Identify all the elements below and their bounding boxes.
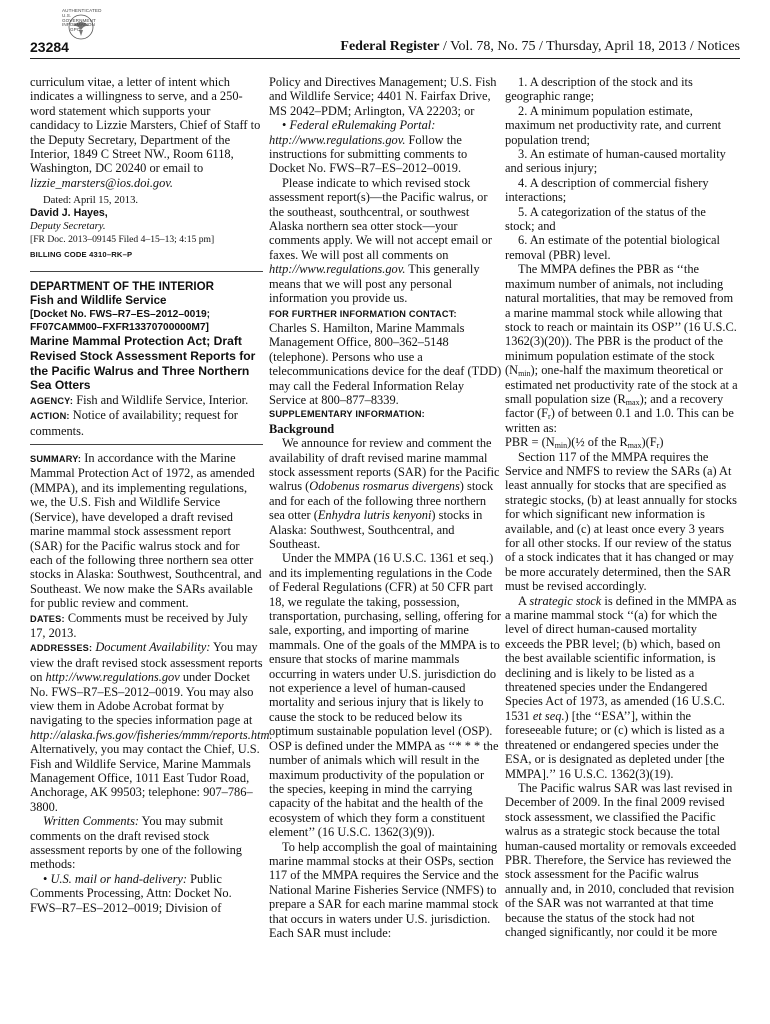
ffi-label: FOR FURTHER INFORMATION CONTACT:: [269, 308, 457, 319]
column-3: [505, 75, 738, 939]
erulemaking-link[interactable]: Federal eRulemaking Portal: http://www.regulations.gov.: [269, 118, 436, 147]
gpo-logo-text: AUTHENTICATED U.S. GOVERNMENT INFORMATION GPO: [62, 8, 102, 33]
background-paragraph-1: We announce for review and comment the availability of draft revised marine mammal stock assessment reports (SAR) for the Pacific walrus (Odobenus rosmarus divergens) stock and for each of the following three northern sea otter (Enhydra lutris kenyoni) stocks in Alaska: Southwest, Southcentral, and Southeast.: [269, 436, 500, 551]
column-2: [269, 75, 502, 940]
agency-line: AGENCY: Fish and Wildlife Service, Interior.: [30, 392, 249, 407]
regulations-link[interactable]: http://www.regulations.gov: [45, 670, 180, 685]
fr-doc-line: [FR Doc. 2013–09145 Filed 4–15–13; 4:15 pm]: [30, 234, 215, 246]
intro-paragraph: curriculum vitae, a letter of intent which indicates a willingness to serve, and a 250-word statement which supports your candidacy to Lizzie Marsters, Chief of Staff to the Deputy Secretary, Department of the Interior, 1849 C Street NW., Room 6118, Washington, DC 20240 or email to lizzie_marsters@ios.doi.gov.: [30, 75, 261, 190]
signer-title: Deputy Secretary.: [30, 221, 106, 233]
page-header: [30, 38, 740, 59]
summary-paragraph: SUMMARY: In accordance with the Marine Mammal Protection Act of 1972, as amended (MMPA), and its implementing regulations, we, the U.S. Fish and Wildlife Service (Service), have developed a draft revised marine mammal stock assessment report (SAR) for the Pacific walrus stock and for each of the following three northern sea otter stocks in Alaska: Southwest, Southcentral, and Southeast. We now make the SARs available for public review and comment.: [30, 451, 262, 611]
address-continuation: Policy and Directives Management; U.S. Fish and Wildlife Service; 4401 N. Fairfax Drive, MS 2042–PDM; Arlington, VA 22203; or: [269, 75, 497, 118]
mail-delivery-bullet: • U.S. mail or hand-delivery: Public Comments Processing, Attn: Docket No. FWS–R7–ES–2012–0019; Division of: [30, 871, 232, 915]
document-title: Marine Mammal Protection Act; Draft Revised Stock Assessment Reports for the Pacific Walrus and Three Northern Sea Otters: [30, 334, 256, 393]
dates-paragraph: DATES: Comments must be received by July 17, 2013.: [30, 610, 248, 640]
walrus-sar-paragraph: The Pacific walrus SAR was last revised in December of 2009. In the final 2009 revised stock assessment, we classified the Pacific walrus as a strategic stock because the total human-caused mortality or removals exceeded PBR. Therefore, the Service has reviewed the stock assessment for the Pacific walrus annually and, in 2010, concluded that revision of the SAR was not warranted at that time because the status of the stock had not changed significantly, nor could it be more: [505, 780, 737, 939]
indicate-paragraph: Please indicate to which revised stock assessment report(s)—the Pacific walrus, or the southeast, southcentral, or southwest Alaska northern sea otter stock—your comments apply. We will not accept email or faxes. We will post all comments on http://www.regulations.gov. This generally means that we will post any personal information you provide us.: [269, 175, 492, 306]
pbr-formula: PBR = $(N_{min})(\frac{1}{2}$ of the $R_{max})(F_r)$: [505, 435, 664, 451]
dated-line: Dated: April 15, 2013.: [43, 195, 139, 207]
column-1: [30, 75, 273, 915]
signer-name: David J. Hayes,: [30, 207, 108, 220]
sar-item-4: 4. A description of commercial fishery interactions;: [505, 175, 709, 205]
background-heading: Background: [269, 421, 335, 436]
addresses-paragraph: ADDRESSES: Document Availability: You may view the draft revised stock assessment reports on http://www.regulations.gov under Docket No. FWS–R7–ES–2012–0019. You may also view them in Adobe Acrobat format by navigating to the species information page at http://alaska.fws.gov/fisheries/mmm/reports.htm. Alternatively, you may contact the Chief, U.S. Fish and Wildlife Service, Marine Mammals Management Office, 1011 East Tudor Road, Anchorage, AK 99503; telephone: 907–786–3800.: [30, 640, 273, 814]
sar-item-3: 3. An estimate of human-caused mortality and serious injury;: [505, 147, 726, 176]
pbr-definition-paragraph: The MMPA defines the PBR as ‘‘the maximum number of animals, not including natural mortalities, that may be removed from a marine mammal stock while allowing that stock to reach or maintain its OSP’’ (16 U.S.C. 1362(3)(20)). The PBR is the product of the minimum population estimate of the stock $(N_{min})$; one-half the maximum theoretical or estimated net productivity rate of the stock at a small population size $(R_{max})$; and a recovery factor $(F_r)$ of between 0.1 and 1.0. This can be written as:: [505, 262, 738, 435]
sar-item-5: 5. A categorization of the status of the stock; and: [505, 204, 706, 234]
post-comments-link[interactable]: http://www.regulations.gov.: [269, 262, 406, 277]
running-head: [340, 39, 740, 55]
background-paragraph-2: Under the MMPA (16 U.S.C. 1361 et seq.) and its implementing regulations in the Code of Federal Regulations (CFR) at 50 CFR part 18, we regulate the taking, possession, transportation, purchasing, selling, offering for sale, exporting, and importing of marine mammals. One of the goals of the MMPA is to ensure that stocks of marine mammals occurring in waters under U.S. jurisdiction do not experience a level of human-caused mortality and serious injury that is likely to cause the stock to be reduced below its optimum sustainable population level (OSP). OSP is defined under the MMPA as ‘‘* * * the number of animals which will result in the maximum productivity of the population or the species, keeping in mind the carrying capacity of the habitat and the health of the ecosystem of which they form a constituent element’’ (16 U.S.C. 1362(3)(9)).: [269, 551, 502, 840]
journal-name: Federal Register: [340, 39, 440, 54]
gpo-authenticated-logo: [34, 7, 102, 37]
page-number: 23284: [30, 39, 69, 55]
fws-reports-link[interactable]: http://alaska.fws.gov/fisheries/mmm/reports.htm.: [30, 727, 273, 742]
summary-divider: [30, 444, 263, 445]
background-paragraph-3: To help accomplish the goal of maintaining marine mammal stocks at their OSPs, section 117 of the MMPA requires the Service and the National Marine Fisheries Service (NMFS) to prepare a SAR for each marine mammal stock that occurs in waters under U.S. jurisdiction. Each SAR must include:: [269, 839, 499, 940]
agency-heading: Fish and Wildlife Service: [30, 294, 167, 308]
erulemaking-bullet: • Federal eRulemaking Portal: http://www.regulations.gov. Follow the instructions for submitting comments to Docket No. FWS–R7–ES–2012–0019.: [269, 118, 468, 176]
written-comments-paragraph: Written Comments: You may submit comments on the draft revised stock assessment reports by one of the following methods:: [30, 814, 242, 872]
sar-item-6: 6. An estimate of the potential biological removal (PBR) level.: [505, 233, 720, 262]
sar-item-2: 2. A minimum population estimate, maximum net productivity rate, and current population trend;: [505, 103, 722, 147]
ffi-paragraph: Charles S. Hamilton, Marine Mammals Management Office, 800–362–5148 (telephone). Persons who use a telecommunications device for the deaf (TDD) may call the Federal Information Relay Service at 800–877–8339.: [269, 320, 502, 407]
action-line: ACTION: Notice of availability; request for comments.: [30, 408, 238, 438]
strategic-stock-paragraph: A strategic stock is defined in the MMPA as a marine mammal stock ‘‘(a) for which the level of direct human-caused mortality exceeds the PBR level; (b) which, based on the best available scientific information, is declining and is likely to be listed as a threatened species under the Endangered Species Act of 1973, as amended (16 U.S.C. 1531 et seq.) [the ‘‘ESA’’], within the foreseeable future; or (c) which is listed as a threatened or endangered species under the ESA, or is designated as depleted under [the MMPA].’’ 16 U.S.C. 1362(3)(19).: [505, 593, 737, 781]
sar-item-1: 1. A description of the stock and its geographic range;: [505, 75, 693, 104]
docket-number: [Docket No. FWS–R7–ES–2012–0019; FF07CAMM00–FXFR13370700000M7]: [30, 309, 211, 334]
department-heading: DEPARTMENT OF THE INTERIOR: [30, 279, 214, 293]
supplementary-label: SUPPLEMENTARY INFORMATION:: [269, 409, 425, 420]
section-117-paragraph: Section 117 of the MMPA requires the Service and NMFS to review the SARs (a) At least annually for stocks that are specified as strategic stocks, (b) at least annually for stocks for which significant new information is available, and (c) at least once every 3 years for all other stocks. If our review of the status of a stock indicates that it has changed or may be more accurately determined, then the SAR must be revised accordingly.: [505, 449, 737, 594]
section-divider: [30, 271, 263, 272]
billing-code: BILLING CODE 4310–RK–P: [30, 250, 133, 260]
issue-info: / Vol. 78, No. 75 / Thursday, April 18, 2013 / Notices: [439, 39, 740, 54]
